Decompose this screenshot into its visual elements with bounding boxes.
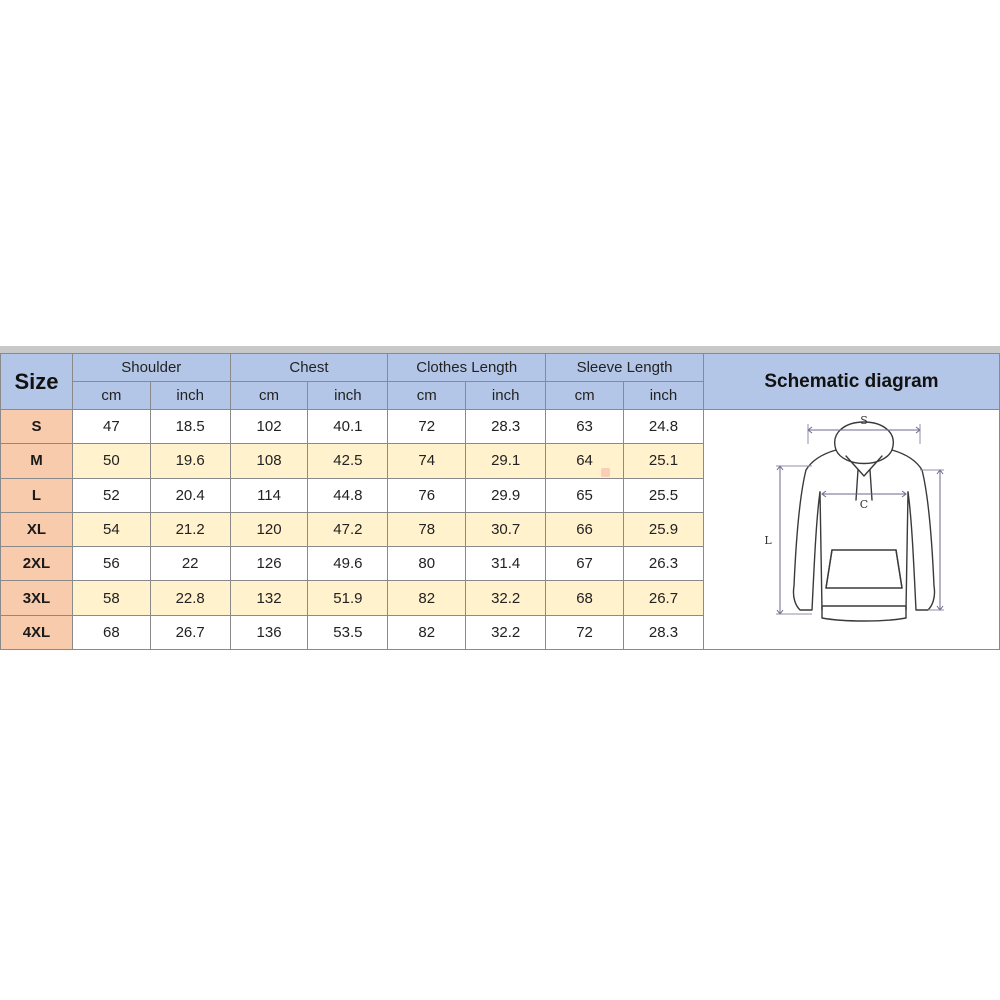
- value-cell: 52: [72, 478, 150, 512]
- value-cell: 72: [546, 615, 624, 649]
- value-cell: 126: [230, 547, 308, 581]
- value-cell: 40.1: [308, 410, 388, 444]
- group-header-chest: Chest: [230, 354, 388, 382]
- group-header-sleeve-length: Sleeve Length: [546, 354, 704, 382]
- unit-header: inch: [466, 382, 546, 410]
- label-c: C: [860, 498, 869, 511]
- value-cell: 18.5: [150, 410, 230, 444]
- label-l: L: [764, 534, 773, 547]
- value-cell: 102: [230, 410, 308, 444]
- value-cell: 64: [546, 444, 624, 478]
- label-s: S: [860, 414, 869, 427]
- value-cell: 25.9: [624, 512, 704, 546]
- value-cell: 22.8: [150, 581, 230, 615]
- schematic-header: Schematic diagram: [703, 354, 999, 410]
- value-cell: 72: [388, 410, 466, 444]
- size-table: [0, 353, 1000, 650]
- value-cell: 82: [388, 615, 466, 649]
- unit-header: cm: [72, 382, 150, 410]
- table-row: [1, 410, 1000, 444]
- top-divider: [0, 346, 1000, 353]
- value-cell: 136: [230, 615, 308, 649]
- value-cell: 26.3: [624, 547, 704, 581]
- size-cell: S: [1, 410, 73, 444]
- value-cell: 25.1: [624, 444, 704, 478]
- value-cell: 25.5: [624, 478, 704, 512]
- schematic-cell: [703, 410, 999, 650]
- unit-header: cm: [546, 382, 624, 410]
- value-cell: 28.3: [624, 615, 704, 649]
- group-header-clothes-length: Clothes Length: [388, 354, 546, 382]
- value-cell: 47: [72, 410, 150, 444]
- value-cell: 24.8: [624, 410, 704, 444]
- value-cell: 58: [72, 581, 150, 615]
- value-cell: 47.2: [308, 512, 388, 546]
- value-cell: 30.7: [466, 512, 546, 546]
- value-cell: 21.2: [150, 512, 230, 546]
- value-cell: 31.4: [466, 547, 546, 581]
- value-cell: 80: [388, 547, 466, 581]
- value-cell: 78: [388, 512, 466, 546]
- value-cell: 56: [72, 547, 150, 581]
- value-cell: 42.5: [308, 444, 388, 478]
- unit-header: inch: [308, 382, 388, 410]
- value-cell: 54: [72, 512, 150, 546]
- size-cell: 4XL: [1, 615, 73, 649]
- value-cell: 20.4: [150, 478, 230, 512]
- value-cell: 22: [150, 547, 230, 581]
- value-cell: 108: [230, 444, 308, 478]
- value-cell: 63: [546, 410, 624, 444]
- unit-header: inch: [624, 382, 704, 410]
- value-cell: 74: [388, 444, 466, 478]
- value-cell: 67: [546, 547, 624, 581]
- unit-header: cm: [388, 382, 466, 410]
- value-cell: 68: [546, 581, 624, 615]
- value-cell: 66: [546, 512, 624, 546]
- size-cell: 2XL: [1, 547, 73, 581]
- value-cell: 53.5: [308, 615, 388, 649]
- value-cell: 26.7: [624, 581, 704, 615]
- value-cell: 32.2: [466, 615, 546, 649]
- value-cell: 68: [72, 615, 150, 649]
- unit-header: cm: [230, 382, 308, 410]
- size-cell: 3XL: [1, 581, 73, 615]
- value-cell: 44.8: [308, 478, 388, 512]
- size-cell: L: [1, 478, 73, 512]
- size-chart: [0, 346, 1000, 648]
- value-cell: 82: [388, 581, 466, 615]
- group-header-shoulder: Shoulder: [72, 354, 230, 382]
- hoodie-outline-icon: [704, 410, 998, 645]
- size-cell: M: [1, 444, 73, 478]
- value-cell: 26.7: [150, 615, 230, 649]
- value-cell: 50: [72, 444, 150, 478]
- value-cell: 29.9: [466, 478, 546, 512]
- value-cell: 76: [388, 478, 466, 512]
- value-cell: 65: [546, 478, 624, 512]
- value-cell: 32.2: [466, 581, 546, 615]
- value-cell: 49.6: [308, 547, 388, 581]
- unit-header: inch: [150, 382, 230, 410]
- value-cell: 28.3: [466, 410, 546, 444]
- value-cell: 29.1: [466, 444, 546, 478]
- value-cell: 114: [230, 478, 308, 512]
- value-cell: 19.6: [150, 444, 230, 478]
- value-cell: 51.9: [308, 581, 388, 615]
- value-cell: 132: [230, 581, 308, 615]
- value-cell: 120: [230, 512, 308, 546]
- size-cell: XL: [1, 512, 73, 546]
- size-header: Size: [1, 354, 73, 410]
- watermark-mark: [601, 468, 610, 477]
